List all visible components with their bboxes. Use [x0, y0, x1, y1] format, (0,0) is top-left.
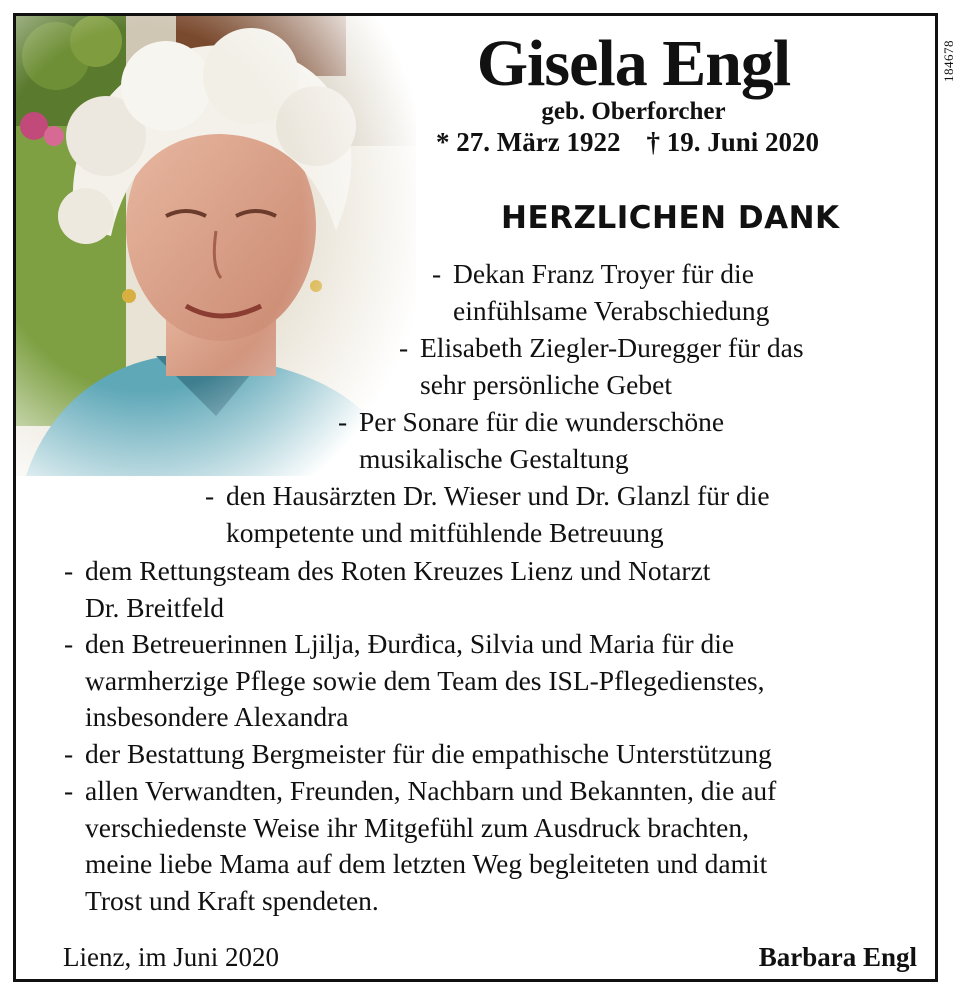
- deceased-name: Gisela Engl: [476, 27, 791, 100]
- thanks-line: warmherzige Pflege sowie dem Team des ISL-Pflegedienstes,: [85, 664, 765, 696]
- thanks-heading: HERZLICHEN DANK: [501, 200, 840, 236]
- thanks-item: - den Hausärzten Dr. Wieser und Dr. Glanzl für die kompetente und mitfühlende Betreuung: [226, 478, 770, 551]
- thanks-line: allen Verwandten, Freunden, Nachbarn und Bekannten, die auf: [85, 775, 777, 806]
- thanks-line: musikalische Gestaltung: [359, 442, 629, 474]
- thanks-item: - Per Sonare für die wunderschöne musikalische Gestaltung: [359, 404, 724, 477]
- thanks-line: kompetente und mitfühlende Betreuung: [226, 516, 664, 548]
- thanks-line: insbesondere Alexandra: [85, 701, 349, 732]
- thanks-line: Dekan Franz Troyer für die: [453, 258, 754, 289]
- thanks-line: Trost und Kraft spendeten.: [85, 884, 379, 916]
- thanks-item: - Elisabeth Ziegler-Duregger für das sehr persönliche Gebet: [420, 330, 804, 403]
- thanks-item: - der Bestattung Bergmeister für die empathische Unterstützung: [85, 736, 772, 773]
- maiden-name: geb. Oberforcher: [541, 98, 726, 125]
- thanks-line: den Hausärzten Dr. Wieser und Dr. Glanzl für die: [226, 480, 770, 511]
- thanks-item: - den Betreuerinnen Ljilja, Đurđica, Silvia und Maria für die warmherzige Pflege sowie dem Team des ISL-Pflegedienstes, insbesondere Alexandra: [85, 626, 765, 736]
- thanks-line: meine liebe Mama auf dem letzten Weg begleiteten und damit: [85, 848, 768, 879]
- thanks-line: Elisabeth Ziegler-Duregger für das: [420, 332, 804, 363]
- thanks-list: [16, 16, 935, 979]
- thanks-line: Per Sonare für die wunderschöne: [359, 406, 725, 437]
- birth-date: * 27. März 1922: [436, 127, 621, 157]
- thanks-line: dem Rettungsteam des Roten Kreuzes Lienz und Notarzt: [85, 555, 711, 586]
- thanks-line: sehr persönliche Gebet: [420, 368, 672, 400]
- thanks-line: Dr. Breitfeld: [85, 591, 224, 623]
- signature: Barbara Engl: [758, 942, 917, 972]
- thanks-item: - Dekan Franz Troyer für die einfühlsame Verabschiedung: [453, 256, 769, 329]
- thanks-line: den Betreuerinnen Ljilja, Đurđica, Silvia und Maria für die: [85, 628, 735, 659]
- obituary-card: [13, 13, 938, 982]
- place-date: Lienz, im Juni 2020: [63, 942, 279, 972]
- thanks-line: der Bestattung Bergmeister für die empathische Unterstützung: [85, 738, 772, 769]
- thanks-line: einfühlsame Verabschiedung: [453, 294, 770, 326]
- thanks-line: verschiedenste Weise ihr Mitgefühl zum Ausdruck brachten,: [85, 811, 749, 843]
- reference-number: 184678: [941, 40, 956, 82]
- thanks-item: - allen Verwandten, Freunden, Nachbarn und Bekannten, die auf verschiedenste Weise ihr Mitgefühl zum Ausdruck brachten, meine liebe Mama auf dem letzten Weg begleiteten und damit Trost und Kraft spendeten.: [85, 773, 776, 919]
- death-date: † 19. Juni 2020: [646, 127, 819, 157]
- thanks-item: - dem Rettungsteam des Roten Kreuzes Lienz und Notarzt Dr. Breitfeld: [85, 553, 710, 626]
